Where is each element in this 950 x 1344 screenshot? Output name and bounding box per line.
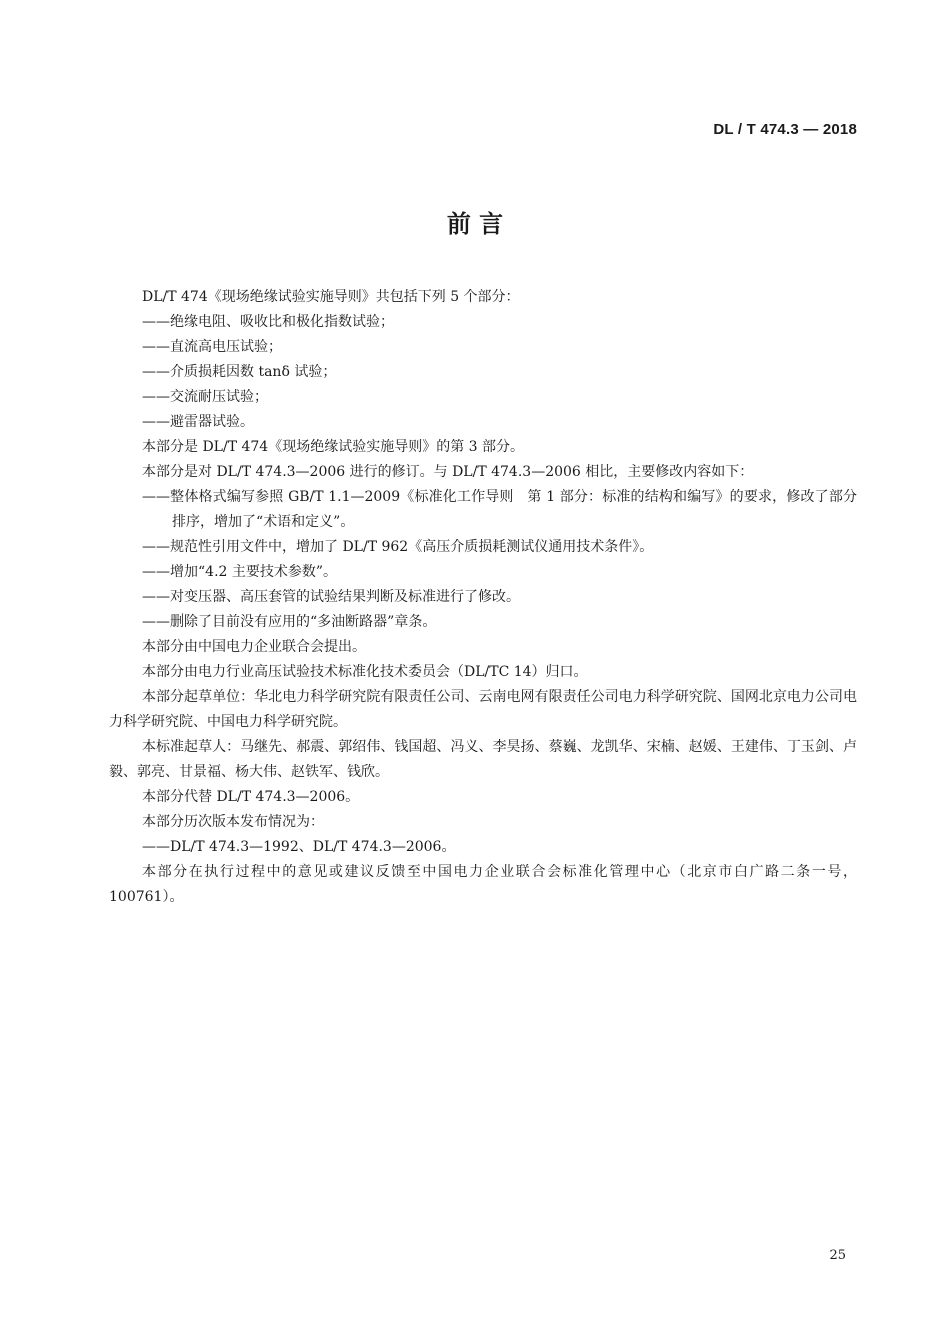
- list-item-part4: ——交流耐压试验；: [142, 389, 268, 405]
- list-item-change2: ——规范性引用文件中，增加了 DL/T 962《高压介质损耗测试仪通用技术条件》。: [142, 539, 654, 555]
- paragraph-proposer: 本部分由中国电力企业联合会提出。: [142, 639, 366, 655]
- paragraph-intro: DL/T 474《现场绝缘试验实施导则》共包括下列 5 个部分：: [142, 289, 520, 305]
- document-code: DL / T 474.3 — 2018: [713, 121, 857, 138]
- page-title: 前 言: [446, 210, 504, 238]
- list-item-history: ——DL/T 474.3—1992、DL/T 474.3—2006。: [142, 839, 456, 855]
- paragraph-replaces: 本部分代替 DL/T 474.3—2006。: [142, 789, 360, 805]
- paragraph-part-statement: 本部分是 DL/T 474《现场绝缘试验实施导则》的第 3 部分。: [142, 439, 525, 455]
- paragraph-revision: 本部分是对 DL/T 474.3—2006 进行的修订。与 DL/T 474.3—2006 相比，主要修改内容如下：: [142, 464, 754, 480]
- list-item-part2: ——直流高电压试验；: [142, 339, 282, 355]
- list-item-part3: ——介质损耗因数 tanδ 试验；: [142, 364, 337, 380]
- page-number: 25: [829, 1248, 846, 1263]
- list-item-change3: ——增加“4.2 主要技术参数”。: [142, 564, 338, 580]
- foreword-body: [109, 285, 857, 910]
- list-item-change4: ——对变压器、高压套管的试验结果判断及标准进行了修改。: [142, 589, 520, 605]
- paragraph-drafting-units: 本部分起草单位：华北电力科学研究院有限责任公司、云南电网有限责任公司电力科学研究院、国网北京电力公司电力科学研究院、中国电力科学研究院。: [109, 689, 857, 730]
- list-item-part5: ——避雷器试验。: [142, 414, 254, 430]
- list-item-change5: ——删除了目前没有应用的“多油断路器”章条。: [142, 614, 437, 630]
- paragraph-centralized: 本部分由电力行业高压试验技术标准化技术委员会（DL/TC 14）归口。: [142, 664, 588, 680]
- paragraph-drafters: 本标准起草人：马继先、郝震、郭绍伟、钱国超、冯义、李昊扬、蔡巍、龙凯华、宋楠、赵媛、王建伟、丁玉剑、卢毅、郭亮、甘景福、杨大伟、赵铁军、钱欣。: [109, 739, 857, 780]
- list-item-change1: ——整体格式编写参照 GB/T 1.1—2009《标准化工作导则 第 1 部分：标准的结构和编写》的要求，修改了部分排序，增加了“术语和定义”。: [142, 489, 857, 530]
- list-item-part1: ——绝缘电阻、吸收比和极化指数试验；: [142, 314, 394, 330]
- paragraph-feedback: 本部分在执行过程中的意见或建议反馈至中国电力企业联合会标准化管理中心（北京市白广路二条一号，100761）。: [109, 864, 857, 905]
- paragraph-history: 本部分历次版本发布情况为：: [142, 814, 324, 830]
